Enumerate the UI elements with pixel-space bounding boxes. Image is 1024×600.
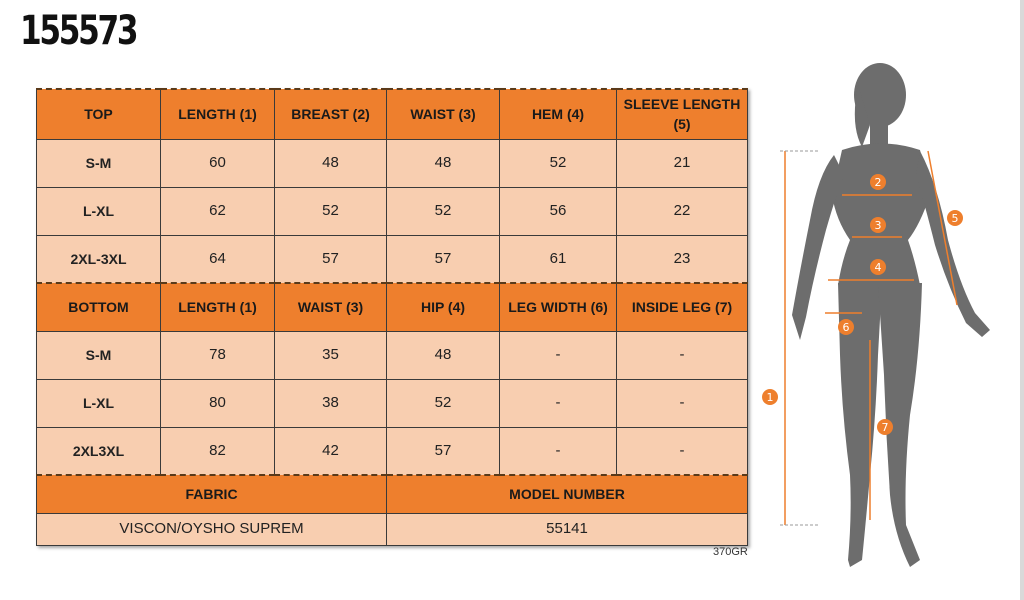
marker-label: 1 (766, 391, 774, 404)
top-header-cell: LENGTH (1) (161, 89, 275, 139)
bottom-row (37, 331, 748, 379)
marker-label: 7 (881, 421, 889, 434)
model-number-value: 55141 (387, 513, 748, 545)
body-silhouette-graphic (766, 55, 1010, 575)
fabric-label: FABRIC (37, 475, 387, 513)
value-cell: 78 (161, 331, 275, 379)
value-cell: - (500, 379, 617, 427)
top-header-cell: SLEEVE LENGTH (5) (617, 89, 748, 139)
size-table (36, 88, 748, 546)
value-cell: - (500, 331, 617, 379)
value-cell: - (617, 427, 748, 475)
top-row (37, 139, 748, 187)
value-cell: 22 (617, 187, 748, 235)
size-cell: S-M (37, 139, 161, 187)
value-cell: 61 (500, 235, 617, 283)
value-cell: 48 (387, 139, 500, 187)
top-header-cell: HEM (4) (500, 89, 617, 139)
bottom-row (37, 379, 748, 427)
fabric-header-row (37, 475, 748, 513)
size-cell: 2XL-3XL (37, 235, 161, 283)
top-header-row (37, 89, 748, 139)
value-cell: 52 (500, 139, 617, 187)
top-row (37, 235, 748, 283)
bottom-header-cell: LENGTH (1) (161, 283, 275, 331)
size-cell: L-XL (37, 187, 161, 235)
bottom-header-row (37, 283, 748, 331)
value-cell: 56 (500, 187, 617, 235)
value-cell: 42 (275, 427, 387, 475)
marker-label: 2 (874, 176, 882, 189)
marker-label: 3 (874, 219, 882, 232)
value-cell: 52 (387, 187, 500, 235)
value-cell: 57 (275, 235, 387, 283)
body-measurement-figure (766, 55, 1010, 575)
value-cell: 57 (387, 427, 500, 475)
bottom-header-cell: LEG WIDTH (6) (500, 283, 617, 331)
value-cell: 82 (161, 427, 275, 475)
model-number-label: MODEL NUMBER (387, 475, 748, 513)
value-cell: 64 (161, 235, 275, 283)
value-cell: 38 (275, 379, 387, 427)
value-cell: 23 (617, 235, 748, 283)
top-header-cell: BREAST (2) (275, 89, 387, 139)
value-cell: 48 (275, 139, 387, 187)
value-cell: - (500, 427, 617, 475)
value-cell: 52 (387, 379, 500, 427)
marker-label: 4 (874, 261, 882, 274)
value-cell: 35 (275, 331, 387, 379)
value-cell: 60 (161, 139, 275, 187)
bottom-header-cell: BOTTOM (37, 283, 161, 331)
value-cell: 80 (161, 379, 275, 427)
size-cell: 2XL3XL (37, 427, 161, 475)
value-cell: - (617, 331, 748, 379)
footer-code: 370GR (713, 546, 748, 558)
bottom-header-cell: WAIST (3) (275, 283, 387, 331)
top-row (37, 187, 748, 235)
value-cell: 62 (161, 187, 275, 235)
product-code: 155573 (20, 8, 137, 54)
fabric-value: VISCON/OYSHO SUPREM (37, 513, 387, 545)
size-cell: S-M (37, 331, 161, 379)
bottom-row (37, 427, 748, 475)
size-chart (36, 88, 748, 546)
marker-label: 5 (951, 212, 959, 225)
right-edge-bar (1020, 0, 1024, 600)
bottom-header-cell: HIP (4) (387, 283, 500, 331)
value-cell: 21 (617, 139, 748, 187)
value-cell: 52 (275, 187, 387, 235)
marker-label: 6 (842, 321, 850, 334)
bottom-header-cell: INSIDE LEG (7) (617, 283, 748, 331)
size-cell: L-XL (37, 379, 161, 427)
value-cell: 57 (387, 235, 500, 283)
top-header-cell: TOP (37, 89, 161, 139)
fabric-value-row (37, 513, 748, 545)
value-cell: 48 (387, 331, 500, 379)
top-header-cell: WAIST (3) (387, 89, 500, 139)
value-cell: - (617, 379, 748, 427)
